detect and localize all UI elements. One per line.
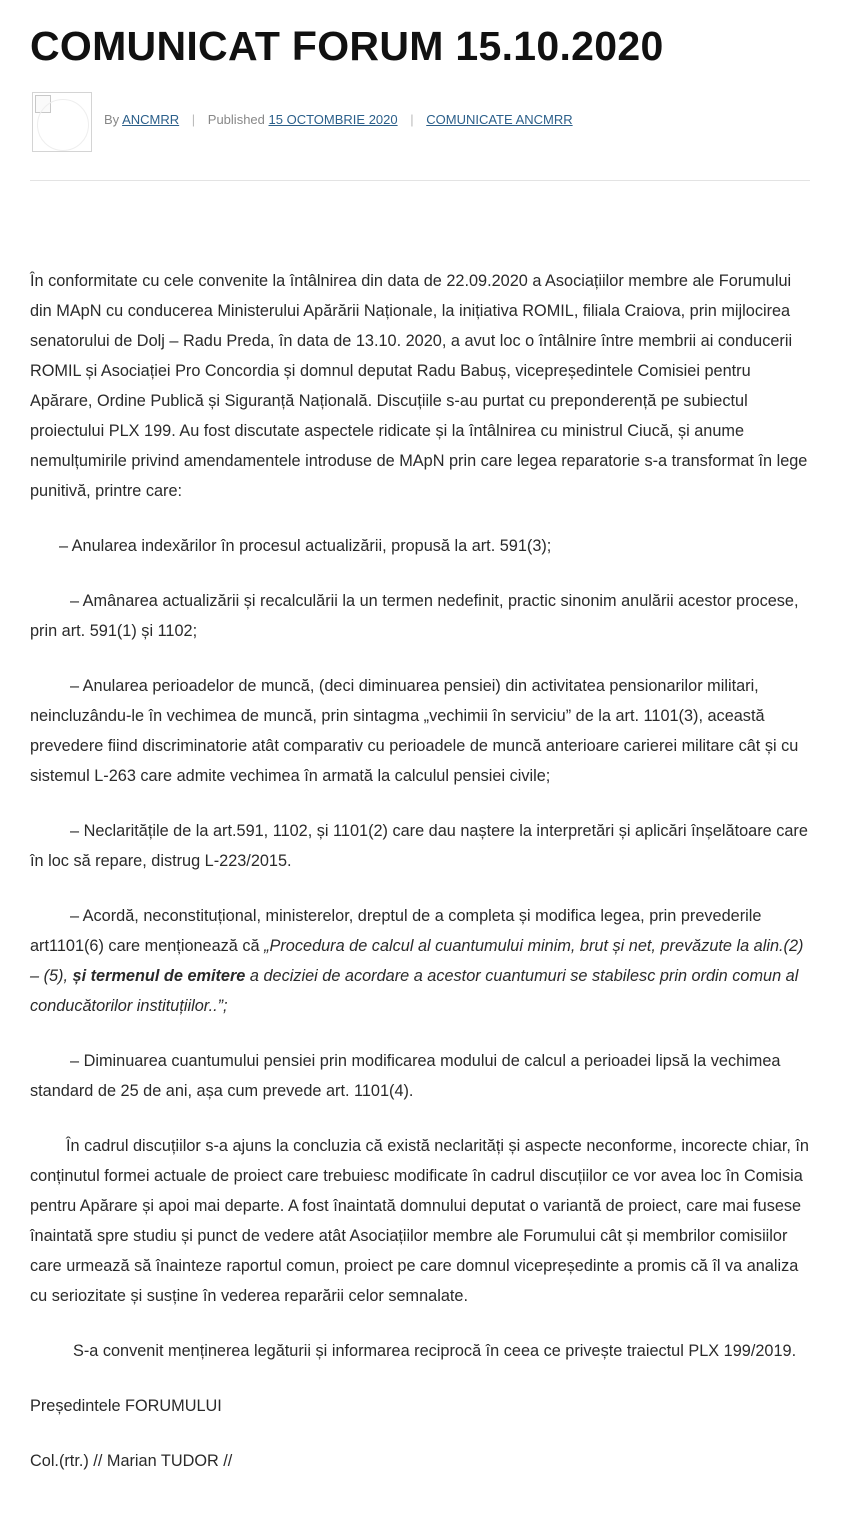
list-item: – Amânarea actualizării și recalculării la un termen nedefinit, practic sinonim anulării acestor procese, prin art. 591(1) și 1102; (30, 592, 799, 640)
meta-separator: | (191, 112, 196, 127)
closing-paragraph: S-a convenit menținerea legăturii și informarea reciprocă în ceea ce privește traiectul PLX 199/2019. (73, 1342, 797, 1360)
divider (30, 180, 810, 181)
item5-bold: și termenul de emitere (72, 967, 246, 985)
list-item (30, 901, 812, 1021)
conclusion-paragraph: În cadrul discuțiilor s-a ajuns la concluzia că există neclarități și aspecte neconforme, incorecte chiar, în conținutul formei actuale de proiect care trebuiesc modificate în cadrul discuțiilor ce vor avea loc în Comisia pentru Apărare și apoi mai departe. A fost înaintată domnului deputat o variantă de proiect, care mai fusese înaintată spre studiu și punct de vedere atât Asociațiilor membre ale Forumului cât și membrilor comisiilor care urmează să înainteze raportul comun, proiect pe care domnul vicepreședinte a promis că îl va analiza cu seriozitate și susține în vederea reparării celor semnalate. (30, 1137, 809, 1305)
list-item: – Neclaritățile de la art.591, 1102, și 1101(2) care dau naștere la interpretări și aplicări înșelătoare care în loc să repare, distrug L-223/2015. (30, 822, 808, 870)
item5-quote-end: a deciziei de acordare a acestor cuantumuri se stabilesc prin ordin comun al conducătorilor instituțiilor..”; (30, 967, 799, 1015)
page-title: COMUNICAT FORUM 15.10.2020 (30, 23, 664, 69)
list-item: – Anularea perioadelor de muncă, (deci diminuarea pensiei) din activitatea pensionarilor militari, neincluzându-le în vechimea de muncă, prin sintagma „vechimii în serviciu” de la art. 1101(3), această prevedere fiind discriminatorie atât comparativ cu perioadele de muncă anterioare carierei militare cât și cu sistemul L-263 care admite vechimea în armată la calculul pensiei civile; (30, 677, 799, 785)
article-body (30, 266, 812, 1501)
item5-quote: „Procedura de calcul al cuantumului minim, brut și net, prevăzute la alin.(2) – (5), (30, 937, 804, 985)
meta-line (104, 111, 573, 129)
category-link[interactable]: COMUNICATE ANCMRR (426, 112, 573, 127)
avatar[interactable] (32, 92, 92, 152)
published-label: Published (207, 112, 265, 127)
signature-role: Președintele FORUMULUI (30, 1397, 222, 1415)
item5-text: – Acordă, neconstituțional, ministerelor, dreptul de a completa și modifica legea, prin prevederile art1101(6) care menționează că (30, 907, 762, 955)
intro-paragraph: În conformitate cu cele convenite la întâlnirea din data de 22.09.2020 a Asociațiilor membre ale Forumului din MApN cu conducerea Ministerului Apărării Naționale, la inițiativa ROMIL, filiala Craiova, prin mijlocirea senatorului de Dolj – Radu Preda, în data de 13.10. 2020, a avut loc o întâlnire între membrii ai conducerii ROMIL și Asociației Pro Concordia și domnul deputat Radu Babuș, vicepreședintele Comisiei pentru Apărare, Ordine Publică și Siguranță Națională. Discuțiile s-au purtat cu preponderență pe subiectul proiectului PLX 199. Au fost discutate aspectele ridicate și la întâlnirea cu ministrul Ciucă, și anume nemulțumirile privind amendamentele introduse de MApN prin care legea reparatorie s-a transformat în lege punitivă, printre care: (30, 272, 808, 500)
list-item: – Anularea indexărilor în procesul actualizării, propusă la art. 591(3); (59, 537, 552, 555)
by-label: By (104, 112, 120, 127)
signature-name: Col.(rtr.) // Marian TUDOR // (30, 1452, 233, 1470)
date-link[interactable]: 15 OCTOMBRIE 2020 (268, 112, 398, 127)
post-meta (30, 91, 812, 153)
avatar-circle-icon (37, 99, 89, 151)
meta-separator: | (410, 112, 414, 127)
list-item: – Diminuarea cuantumului pensiei prin modificarea modului de calcul a perioadei lipsă la vechimea standard de 25 de ani, așa cum prevede art. 1101(4). (30, 1052, 781, 1100)
author-link[interactable]: ANCMRR (122, 112, 180, 127)
